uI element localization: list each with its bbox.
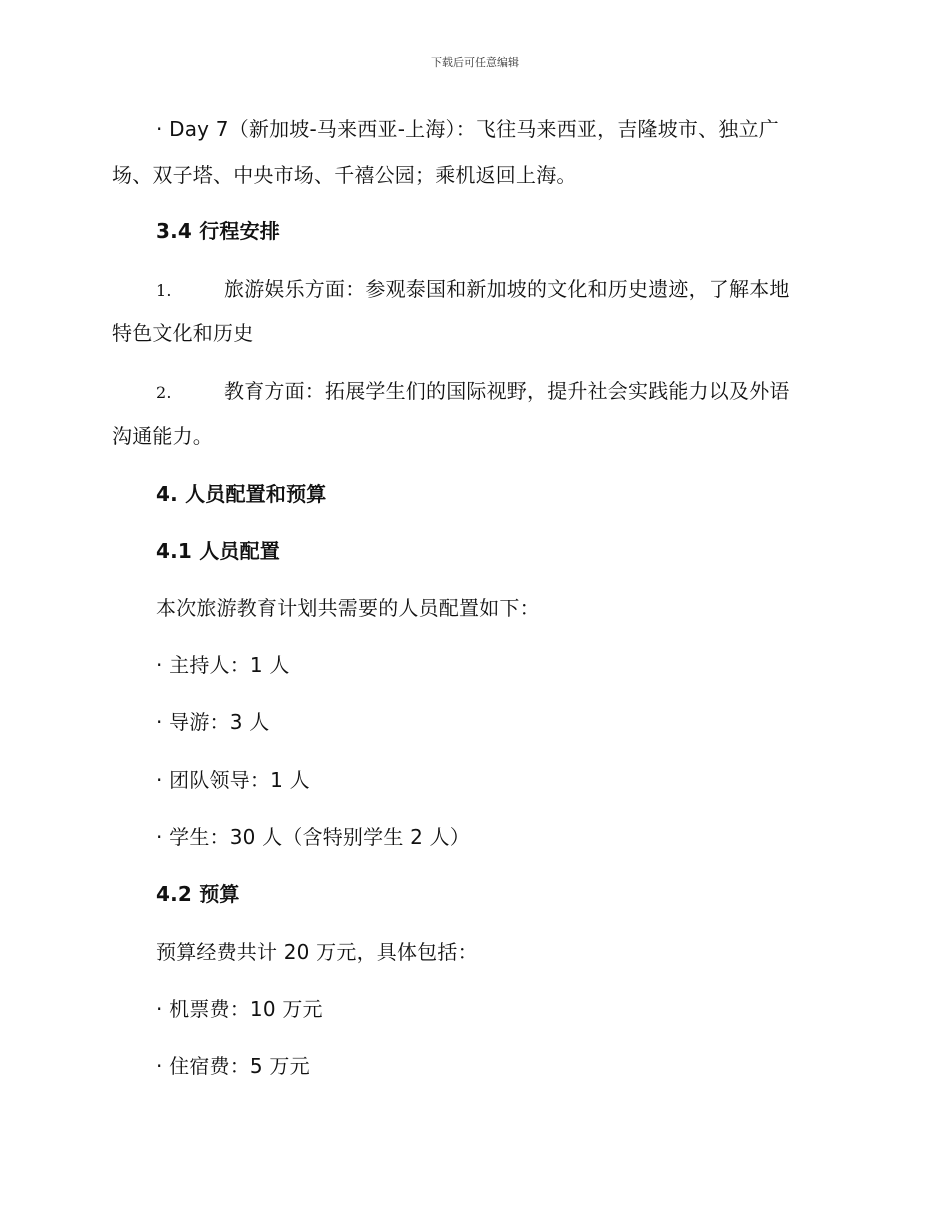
page-header: 下载后可任意编辑: [431, 56, 519, 69]
budget-intro: 预算经费共计 20 万元，具体包括：: [156, 940, 478, 964]
list-item-1-cont: 特色文化和历史: [112, 321, 254, 345]
heading-4-2: 4.2 预算: [156, 882, 240, 906]
budget-airfare: · 机票费：10 万元: [156, 997, 323, 1021]
staff-intro: 本次旅游教育计划共需要的人员配置如下：: [156, 596, 540, 620]
list-item-text: 旅游娱乐方面：参观泰国和新加坡的文化和历史遗迹，了解本地: [224, 277, 790, 301]
list-item-text: 教育方面：拓展学生们的国际视野，提升社会实践能力以及外语: [224, 379, 790, 403]
staff-students: · 学生：30 人（含特别学生 2 人）: [156, 825, 470, 849]
budget-hotel: · 住宿费：5 万元: [156, 1054, 310, 1078]
list-number: 2.: [156, 383, 172, 402]
list-item-1: [156, 266, 838, 314]
heading-4-1: 4.1 人员配置: [156, 539, 280, 563]
heading-3-4: 3.4 行程安排: [156, 219, 280, 243]
list-item-2: [156, 368, 838, 416]
staff-host: · 主持人：1 人: [156, 653, 290, 677]
list-number: 1.: [156, 281, 172, 300]
staff-guide: · 导游：3 人: [156, 710, 270, 734]
staff-leader: · 团队领导：1 人: [156, 768, 310, 792]
day7-line-2: 场、双子塔、中央市场、千禧公园；乘机返回上海。: [112, 163, 577, 187]
day7-line-1: · Day 7（新加坡-马来西亚-上海）：飞往马来西亚，吉隆坡市、独立广: [156, 117, 779, 141]
heading-4: 4. 人员配置和预算: [156, 482, 327, 506]
list-item-2-cont: 沟通能力。: [112, 424, 213, 448]
